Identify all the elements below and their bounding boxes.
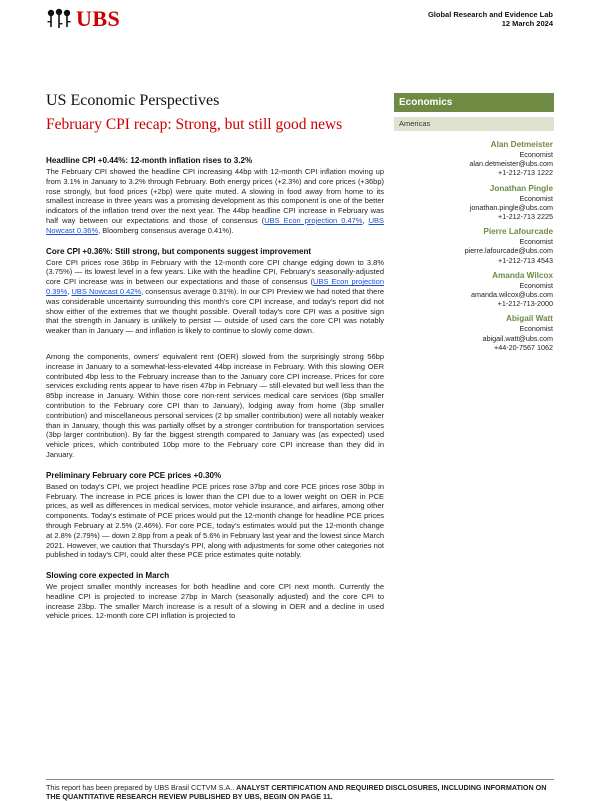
- section-heading: Headline CPI +0.44%: 12-month inflation rises to 3.2%: [46, 156, 253, 165]
- section-paragraph: Based on today's CPI, we project headline PCE prices rose 37bp and core PCE prices rose 30bp in February. The increase in PCE prices is lower than the CPI due to a lower weight on OER in PCE prices, as well as differences in medical services, motor vehicle insurance, and airfares, among other components. Today's estimate of PCE prices would put the 12-month change for headline PCE prices through February at 2.5% (2.46%). For core PCE, today's estimates would put the 12-month change at 2.8% (2.79%) — down 2.8pp from a peak of 5.6% in February last year and the lowest since March 2021. However, we caution that Thursday's PPI, along with adjustments for some other categories not published in today's CPI, could alter these PCE price estimates quite notably.: [46, 481, 384, 560]
- separator-text: ,: [67, 286, 72, 296]
- section-paragraph: [46, 258, 384, 336]
- ubs-econ-projection-link[interactable]: UBS Econ projection 0.47%: [264, 215, 363, 225]
- report-header-info: [428, 10, 553, 28]
- section-components: [46, 352, 384, 460]
- category-banner: Economics: [394, 93, 554, 112]
- analyst-contact: [393, 139, 553, 178]
- analyst-contact: [393, 270, 553, 309]
- research-lab-label: Global Research and Evidence Lab: [427, 10, 553, 19]
- analyst-email[interactable]: pierre.lafourcade@ubs.com: [464, 246, 553, 256]
- analyst-contact: [393, 226, 553, 265]
- analyst-role: Economist: [519, 324, 553, 334]
- section-core-cpi: [46, 247, 384, 336]
- analyst-name: Jonathan Pingle: [489, 183, 553, 193]
- analyst-phone: +1-212-713-2000: [497, 299, 553, 309]
- disclosure-footer: [46, 783, 554, 801]
- section-heading: Preliminary February core PCE prices +0.30%: [46, 470, 222, 480]
- analyst-email[interactable]: abigail.watt@ubs.com: [482, 333, 553, 343]
- page-subtitle: February CPI recap: Strong, but still good news: [46, 116, 343, 133]
- region-banner: Americas: [394, 117, 554, 131]
- analyst-email[interactable]: jonathan.pingle@ubs.com: [469, 202, 553, 212]
- analyst-phone: +44-20-7567 1062: [494, 342, 553, 352]
- section-heading: Core CPI +0.36%: Still strong, but components suggest improvement: [46, 246, 312, 256]
- paragraph-text: The February CPI showed the headline CPI increasing 44bp with 12-month CPI inflation moving up from 3.1% in January to 3.2% through February. Both energy prices (+2.3%) and core prices (+36bp) rose strongly, but food prices (+2bp) were quite muted. A slowing in food away from home to its smallest increase in three years was a promising development as this component is one of the better indicators of the inflation trend over the next year. The 44bp headline CPI increase in February was half way between our expectations and those of consensus (: [46, 167, 384, 225]
- analyst-phone: +1-212-713 1222: [498, 168, 553, 178]
- section-paragraph: Among the components, owners' equivalent rent (OER) slowed from the surprisingly strong 56bp increase in January to a somewhat-less-elevated 44bp increase in February. With this slowing OER contributed 4bp less to the February increase than to the January core CPI increase. Prices for core services excluding rents appear to have risen 47bp in February — still elevated but well less than the 85bp increase in January. Within those core non-rent services medical care services (6bp smaller contribution to the February core CPI than to January), lodging away from home (3bp smaller contribution) and miscellaneous personal services (2 bp smaller contribution) were all notably weaker than in January, though this was partially offset by a stronger contribution for transportation services (3bp larger contribution). By far the biggest strength compared to January was (as expected) used vehicle prices, which contributed 10bp more to the February core CPI increase than they did in January.: [46, 351, 384, 459]
- analyst-role: Economist: [519, 280, 553, 290]
- paragraph-text: Core CPI prices rose 36bp in February with the 12-month core CPI change edging down to 3.8% (3.75%) — its lowest level in a few years. Like with the headline CPI, February's seasonally-adjusted core CPI increase was in between our expectations and those of consensus (: [46, 257, 384, 287]
- analyst-contacts: [393, 139, 553, 357]
- analyst-phone: +1-212-713 2225: [498, 212, 553, 222]
- ubs-nowcast-link[interactable]: UBS Nowcast 0.42%: [71, 286, 142, 296]
- analyst-phone: +1-212-713 4543: [498, 255, 553, 265]
- footer-disclosure-notice: ANALYST CERTIFICATION AND REQUIRED DISCLOSURES, INCLUDING INFORMATION ON THE QUANTITATIVE RESEARCH REVIEW PUBLISHED BY UBS, BEGIN ON PAGE 11.: [46, 783, 547, 801]
- section-march-outlook: [46, 571, 384, 621]
- analyst-name: Amanda Wilcox: [492, 270, 553, 280]
- section-heading: Slowing core expected in March: [46, 571, 170, 581]
- analyst-contact: [393, 183, 553, 222]
- page-title: US Economic Perspectives: [46, 92, 220, 109]
- footer-prefix: This report has been prepared by UBS Brasil CCTVM S.A..: [46, 783, 237, 792]
- separator-text: ,: [362, 215, 369, 225]
- analyst-email[interactable]: amanda.wilcox@ubs.com: [471, 290, 553, 300]
- section-paragraph: [46, 167, 384, 236]
- analyst-name: Pierre Lafourcade: [483, 227, 553, 237]
- analyst-role: Economist: [519, 150, 553, 159]
- analyst-contact: [393, 313, 553, 352]
- report-body: [46, 156, 384, 632]
- ubs-keys-icon: [46, 8, 72, 30]
- section-paragraph: We project smaller monthly increases for both headline and core CPI next month. Currently the headline CPI is projected to increase 27bp in March (seasonally adjusted) and the core CPI to increase 23bp. The smaller March increase is a result of a slowing in OER and a decline in used vehicle prices. 12-month core CPI inflation is projected to: [46, 582, 384, 621]
- footer-divider: [46, 779, 554, 780]
- ubs-wordmark: UBS: [76, 6, 121, 31]
- analyst-name: Abigail Watt: [506, 314, 553, 324]
- section-headline-cpi: [46, 156, 384, 236]
- analyst-name: Alan Detmeister: [490, 140, 553, 149]
- ubs-logo: [46, 6, 120, 32]
- analyst-role: Economist: [519, 237, 553, 247]
- section-pce: [46, 471, 384, 560]
- paragraph-text: , Bloomberg consensus average 0.41%).: [98, 225, 234, 235]
- analyst-role: Economist: [519, 193, 553, 203]
- paragraph-text: , consensus average 0.31%). In our CPI Preview we had noted that there was considerable uncertainty surrounding this month's core CPI increase, and today's report did not show either of the extremes that we thought possible. Overall today's core CPI was a positive sign that the strength in January is unlikely to persist — outside of used cars the core CPI was notably weaker than in January — and inflation is likely to continue to slowly come down.: [46, 286, 384, 336]
- analyst-email[interactable]: alan.detmeister@ubs.com: [469, 159, 553, 169]
- report-date: 12 March 2024: [501, 19, 553, 28]
- ubs-econ-projection-link[interactable]: UBS Econ projection 0.39%: [46, 277, 385, 296]
- ubs-nowcast-link[interactable]: UBS Nowcast 0.36%: [46, 215, 384, 235]
